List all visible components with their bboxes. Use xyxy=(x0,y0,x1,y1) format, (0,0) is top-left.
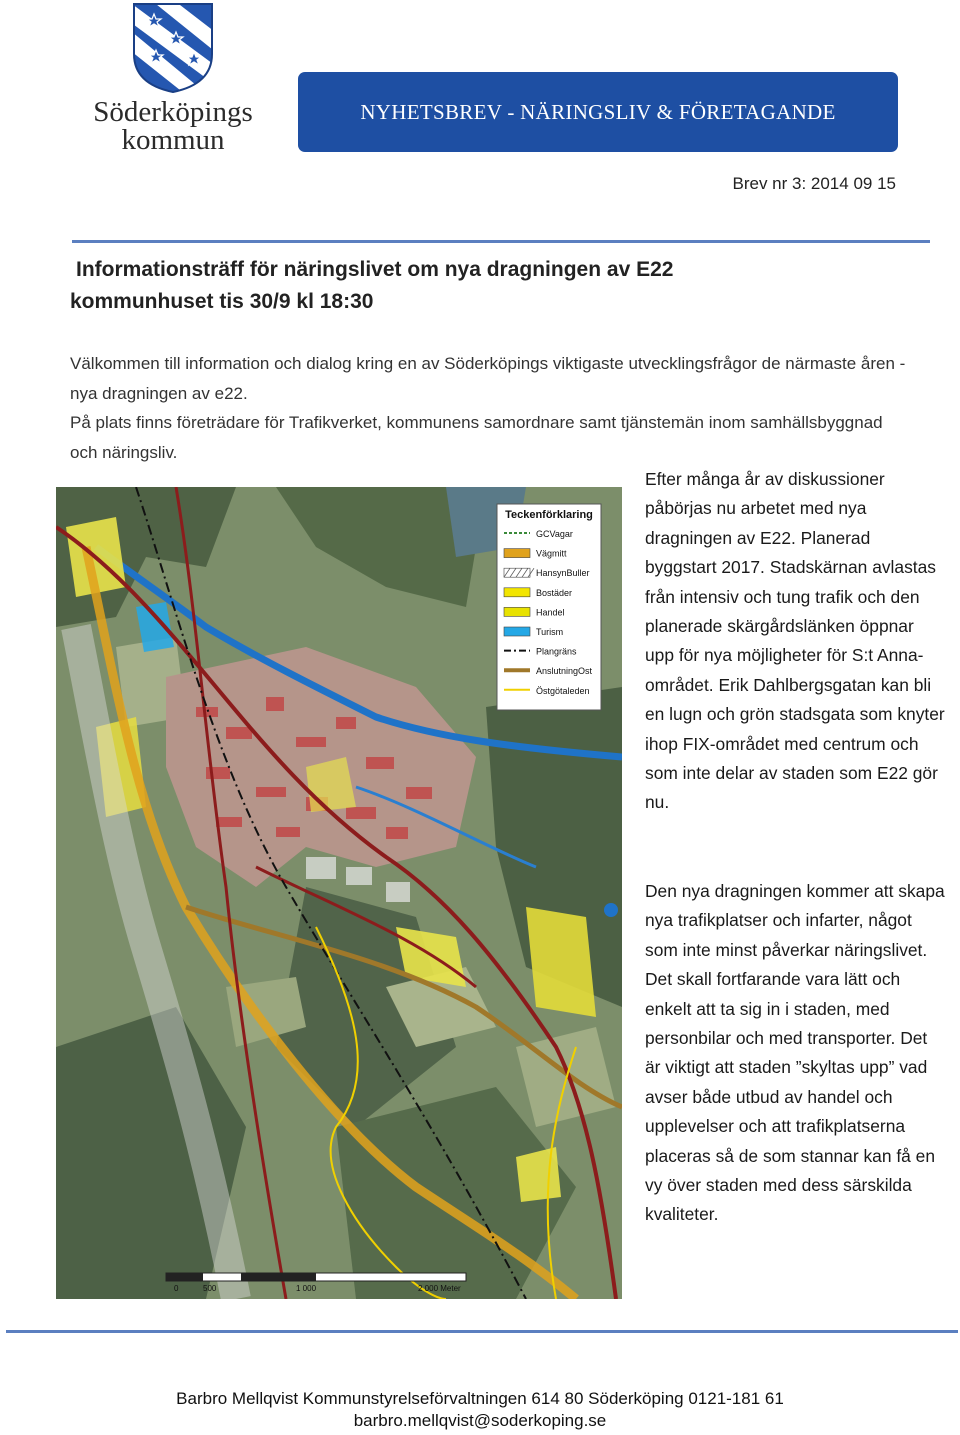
municipality-logo xyxy=(80,2,266,160)
footer-email[interactable]: barbro.mellqvist@soderkoping.se xyxy=(353,1411,607,1430)
legend-swatch xyxy=(504,607,530,616)
article-body-1: Efter många år av diskussioner påbörjas nu arbetet med nya dragningen av E22. Planerad byggstart 2017. Stadskärnan avlastas från intensiv och tung trafik och den planerade skärgårdslänken öppnar upp för nya möjligheter för S:t Anna-området. Erik Dahlbergsgatan kan bli en lugn och grön stadsgata som knyter ihop FIX-området med centrum och som inte delar av staden som E22 gör nu. xyxy=(645,469,945,813)
legend-swatch xyxy=(504,549,530,558)
scale-label-0: 0 xyxy=(174,1284,179,1293)
legend-title: Teckenförklaring xyxy=(505,509,593,521)
legend-item xyxy=(504,549,567,559)
scale-label-2000: 2 000 Meter xyxy=(418,1284,461,1293)
logo-wordmark xyxy=(80,98,266,154)
legend-item xyxy=(504,588,572,598)
article-body-2: Den nya dragningen kommer att skapa nya trafikplatser och infarter, något som inte minst påverkar näringslivet. Det skall fortfarande vara lätt och enkelt att ta sig in i staden, med personbilar och med transporter. Det är viktigt att staden ”skyltas upp” vad avser både utbud av handel och upplevelser och att trafikplatserna placeras så de som stannar kan få en vy över staden med dess särskilda kvaliteter. xyxy=(645,881,945,1225)
intro-paragraph-1: Välkommen till information och dialog kring en av Söderköpings viktigaste utvecklingsfrågor de närmaste åren - nya dragningen av e22. xyxy=(70,354,906,403)
legend-label: HansynBuller xyxy=(536,568,590,579)
legend-label: GCVagar xyxy=(536,529,573,539)
footer-contact: Barbro Mellqvist Kommunstyrelseförvaltningen 614 80 Söderköping 0121-181 61 xyxy=(176,1389,784,1408)
legend-label: AnslutningOst xyxy=(536,666,593,677)
headline-line-1: Informationsträff för näringslivet om nya dragningen av E22 xyxy=(76,258,674,281)
legend-label: Bostäder xyxy=(536,587,573,598)
map-legend xyxy=(497,504,601,710)
top-divider xyxy=(72,240,930,243)
legend-swatch xyxy=(504,588,530,597)
article-intro xyxy=(70,349,910,467)
intro-paragraph-2: På plats finns företrädare för Trafikverket, kommunens samordnare samt tjänstemän inom samhällsbyggnad och näringsliv. xyxy=(70,413,883,462)
coat-of-arms-icon xyxy=(132,2,214,94)
headline-line-2: kommunhuset tis 30/9 kl 18:30 xyxy=(70,290,374,313)
scale-label-500: 500 xyxy=(203,1284,217,1293)
legend-swatch xyxy=(504,627,530,636)
logo-line-1: Söderköpings xyxy=(93,96,253,128)
legend-label: Turism xyxy=(536,627,564,637)
issue-date: Brev nr 3: 2014 09 15 xyxy=(732,174,896,193)
legend-label: Handel xyxy=(536,607,565,618)
legend-label: Vägmitt xyxy=(536,548,567,559)
scale-label-1000: 1 000 xyxy=(296,1284,317,1293)
newsletter-banner: NYHETSBREV - NÄRINGSLIV & FÖRETAGANDE xyxy=(298,72,898,152)
bottom-divider xyxy=(6,1330,958,1333)
e22-route-map xyxy=(56,487,622,1299)
legend-item xyxy=(504,568,590,578)
legend-label: Östgötaleden xyxy=(536,685,590,696)
logo-line-2: kommun xyxy=(121,124,225,156)
legend-label: Plangräns xyxy=(536,646,577,657)
article-headline xyxy=(70,254,890,318)
